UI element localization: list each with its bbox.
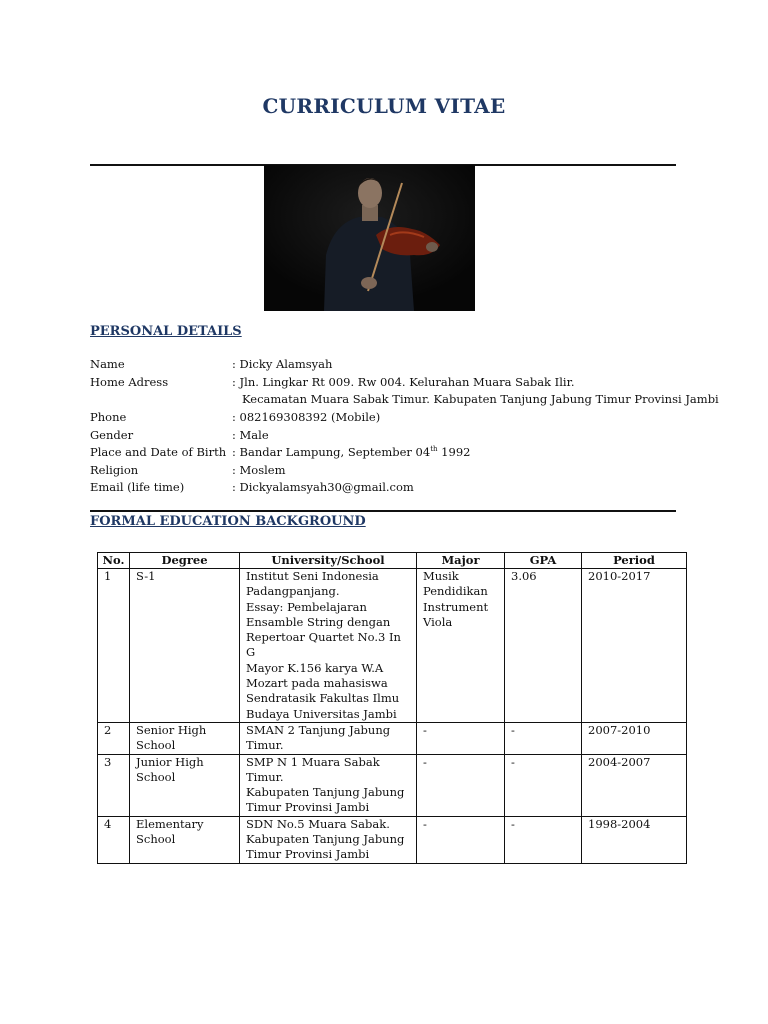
cell-degree-line: School — [136, 738, 176, 753]
cell-degree — [130, 722, 240, 754]
header-school: University/School — [240, 553, 417, 569]
cell-degree-line: School — [136, 769, 176, 784]
cell-school-line: Sendratasik Fakultas Ilmu — [246, 691, 400, 706]
label-phone: Phone — [90, 410, 127, 424]
cell-school-line: Timur Provinsi Jambi — [246, 800, 370, 815]
section-heading-personal: PERSONAL DETAILS — [90, 324, 242, 339]
cell-degree-line: S-1 — [136, 569, 156, 583]
section-heading-education: FORMAL EDUCATION BACKGROUND — [90, 514, 366, 529]
cell-period: 2007-2010 — [582, 722, 687, 754]
cell-gpa: - — [505, 722, 582, 754]
cell-school-line: SMAN 2 Tanjung Jabung — [246, 722, 391, 737]
cell-school-line: Mayor K.156 karya W.A — [246, 660, 384, 675]
header-major: Major — [417, 553, 505, 569]
table-row — [98, 569, 687, 723]
cell-gpa: - — [505, 754, 582, 816]
label-name: Name — [90, 357, 125, 371]
label-religion: Religion — [90, 463, 139, 477]
table-header-row — [98, 553, 687, 569]
cell-school-line: Essay: Pembelajaran — [246, 599, 367, 614]
cell-major-line: - — [423, 816, 427, 831]
label-email: Email (life time) — [90, 480, 185, 494]
table-body — [98, 569, 687, 864]
cell-school-line: Kabupaten Tanjung Jabung — [246, 832, 405, 847]
value-address-line1: : Jln. Lingkar Rt 009. Rw 004. Kelurahan Muara Sabak Ilir. — [232, 375, 575, 389]
cell-period: 1998-2004 — [582, 816, 687, 863]
cell-degree-line: School — [136, 832, 176, 847]
cell-school-line: Kabupaten Tanjung Jabung — [246, 785, 405, 800]
cell-degree — [130, 569, 240, 723]
cell-gpa: 3.06 — [505, 569, 582, 723]
cell-gpa: - — [505, 816, 582, 863]
cell-major-line: - — [423, 722, 427, 737]
education-table — [97, 552, 687, 864]
cell-major — [417, 722, 505, 754]
birth-text: : Bandar Lampung, September 04 — [232, 445, 431, 459]
cell-school-line: SDN No.5 Muara Sabak. — [246, 816, 390, 831]
cell-school — [240, 722, 417, 754]
cell-period: 2004-2007 — [582, 754, 687, 816]
value-phone: : 082169308392 (Mobile) — [232, 410, 381, 424]
cell-school-line: Padangpanjang. — [246, 584, 340, 599]
document-title: CURRICULUM VITAE — [262, 94, 506, 118]
header-no: No. — [98, 553, 130, 569]
cell-school-line: Timur Provinsi Jambi — [246, 847, 370, 862]
cell-school-line: Ensamble String dengan — [246, 614, 391, 629]
value-gender: : Male — [232, 428, 269, 442]
violinist-portrait-image — [264, 165, 475, 311]
cell-no: 3 — [98, 754, 130, 816]
cell-degree-line: Elementary — [136, 816, 204, 831]
cell-major-line: Pendidikan — [423, 584, 488, 599]
cell-period: 2010-2017 — [582, 569, 687, 723]
cell-degree — [130, 754, 240, 816]
cell-school-line: Budaya Universitas Jambi — [246, 706, 397, 721]
section-divider — [90, 510, 676, 512]
table-row — [98, 816, 687, 863]
table-row — [98, 722, 687, 754]
cell-major-line: Instrument — [423, 599, 489, 614]
cell-school — [240, 569, 417, 723]
cell-school-line: Repertoar Quartet No.3 In G — [246, 630, 401, 660]
cell-major — [417, 754, 505, 816]
label-home-address: Home Adress — [90, 375, 169, 389]
cell-major — [417, 816, 505, 863]
cell-no: 1 — [98, 569, 130, 723]
value-religion: : Moslem — [232, 463, 286, 477]
header-degree: Degree — [130, 553, 240, 569]
header-gpa: GPA — [505, 553, 582, 569]
cell-major-line: Viola — [423, 614, 453, 629]
cell-major-line: Musik — [423, 569, 459, 583]
table-row — [98, 754, 687, 816]
cell-school-line: Institut Seni Indonesia — [246, 569, 379, 583]
value-birth — [232, 444, 470, 461]
label-gender: Gender — [90, 428, 134, 442]
cell-major — [417, 569, 505, 723]
value-email: : Dickyalamsyah30@gmail.com — [232, 480, 414, 494]
header-period: Period — [582, 553, 687, 569]
label-birth: Place and Date of Birth — [90, 445, 227, 459]
cell-school — [240, 754, 417, 816]
cell-degree-line: Senior High — [136, 722, 207, 737]
cell-school-line: Timur. — [246, 738, 284, 753]
cell-school-line: SMP N 1 Muara Sabak Timur. — [246, 754, 380, 784]
profile-photo — [264, 165, 475, 311]
cell-school — [240, 816, 417, 863]
birth-year: 1992 — [437, 445, 471, 459]
birth-ordinal: th — [430, 445, 438, 454]
value-name: : Dicky Alamsyah — [232, 357, 333, 371]
cell-degree — [130, 816, 240, 863]
cell-school-line: Mozart pada mahasiswa — [246, 676, 388, 691]
cell-no: 4 — [98, 816, 130, 863]
cell-degree-line: Junior High — [136, 754, 204, 769]
value-address-line2: Kecamatan Muara Sabak Timur. Kabupaten Tanjung Jabung Timur Provinsi Jambi — [242, 392, 719, 406]
cell-major-line: - — [423, 754, 427, 769]
cell-no: 2 — [98, 722, 130, 754]
